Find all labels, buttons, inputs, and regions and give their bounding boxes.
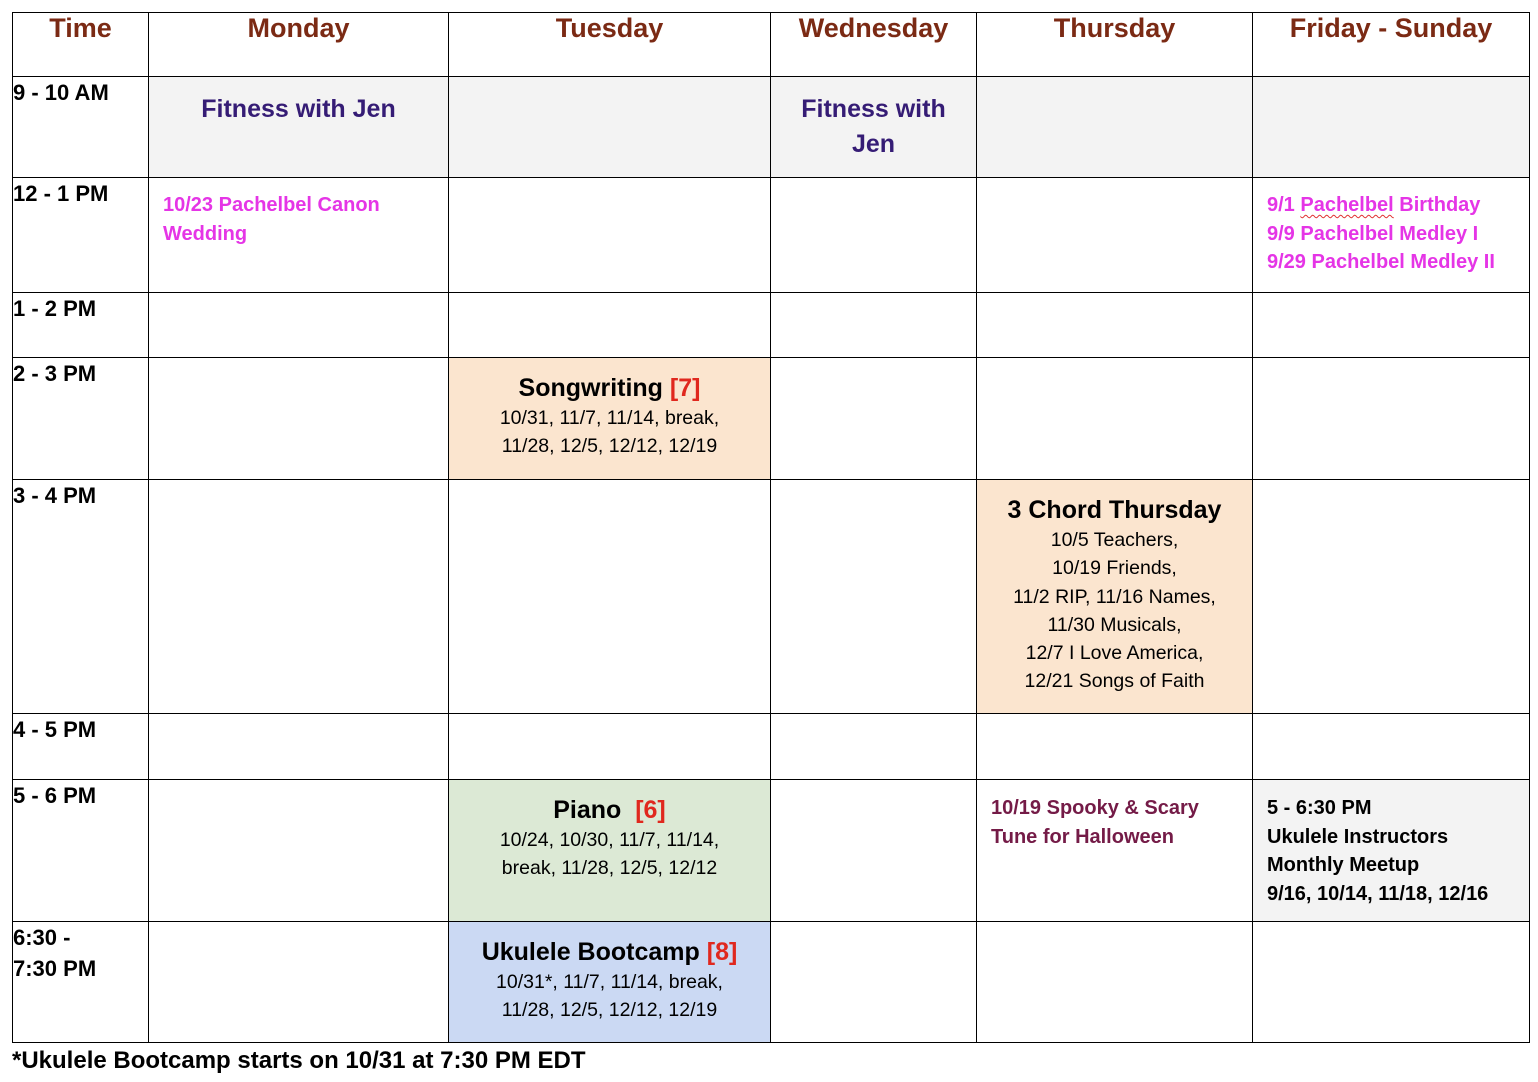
pachelbel-events [1253, 178, 1529, 277]
event-line: Monthly Meetup [1267, 854, 1420, 876]
pachelbel-wedding-event [149, 178, 448, 248]
fitness-line: Fitness with [801, 95, 946, 123]
dates-line: 11/30 Musicals, [1047, 613, 1182, 636]
cell-wednesday [771, 922, 977, 1043]
class-title [449, 794, 770, 826]
table-row [13, 293, 1530, 358]
class-name: Songwriting [518, 374, 663, 402]
table-row [13, 480, 1530, 714]
cell-thursday [977, 922, 1253, 1043]
dates-line: 10/5 Teachers, [1050, 529, 1179, 551]
event-line: 9/16, 10/14, 11/18, 12/16 [1267, 882, 1489, 905]
event-line: 9/29 Pachelbel Medley II [1267, 251, 1495, 273]
cell-thursday [977, 178, 1253, 293]
table-row [13, 77, 1530, 178]
class-name: Ukulele Bootcamp [481, 938, 700, 966]
footnote: *Ukulele Bootcamp starts on 10/31 at 7:30 PM EDT [12, 1047, 586, 1074]
cell-monday [149, 480, 449, 714]
time-line: 7:30 PM [13, 956, 97, 981]
dates-line: 10/31*, 11/7, 11/14, break, [496, 971, 723, 993]
dates-line: 12/7 I Love America, [1025, 642, 1204, 665]
header-monday: Monday [149, 13, 449, 77]
time-cell: 5 - 6 PM [13, 780, 149, 922]
dates-line: 10/31, 11/7, 11/14, break, [499, 407, 720, 429]
spellcheck-word: Pachelbel [1300, 194, 1394, 216]
cell-wednesday [771, 714, 977, 780]
header-friday-sunday: Friday - Sunday [1253, 13, 1530, 77]
class-dates [449, 404, 770, 461]
event-text: Birthday [1393, 194, 1481, 216]
dates-line: 11/28, 12/5, 12/12, 12/19 [501, 999, 718, 1022]
schedule-table [12, 12, 1530, 1043]
instructors-meetup-event [1253, 780, 1529, 908]
event-line: 5 - 6:30 PM [1267, 797, 1372, 819]
piano-class [449, 780, 771, 922]
cell-tuesday [449, 293, 771, 358]
class-dates [977, 526, 1252, 696]
cell-thursday [977, 293, 1253, 358]
cell-tuesday [449, 77, 771, 178]
ukulele-bootcamp-class [449, 922, 771, 1043]
header-tuesday: Tuesday [449, 13, 771, 77]
header-thursday: Thursday [977, 13, 1253, 77]
event-line [1267, 194, 1480, 216]
cell-friday-sunday [1253, 714, 1530, 780]
cell-friday-sunday [1253, 480, 1530, 714]
header-time: Time [13, 13, 149, 77]
time-cell: 1 - 2 PM [13, 293, 149, 358]
cell-thursday [977, 77, 1253, 178]
cell-monday [149, 358, 449, 480]
cell-monday [149, 178, 449, 293]
three-chord-thursday-class [977, 480, 1253, 714]
cell-wednesday [771, 178, 977, 293]
event-line: 9/9 Pachelbel Medley I [1267, 222, 1479, 245]
event-line: Wedding [163, 222, 248, 245]
table-row [13, 922, 1530, 1043]
class-dates [449, 826, 770, 883]
cell-tuesday [449, 714, 771, 780]
time-line: 6:30 - [13, 925, 71, 950]
event-date: 9/1 [1267, 194, 1301, 216]
cell-wednesday [771, 358, 977, 480]
cell-friday-sunday [1253, 77, 1530, 178]
fitness-line: Jen [851, 130, 896, 158]
cell-thursday [977, 780, 1253, 922]
cell-thursday [977, 358, 1253, 480]
fitness-event [771, 77, 976, 162]
time-cell: 4 - 5 PM [13, 714, 149, 780]
cell-thursday [977, 714, 1253, 780]
dates-line: 11/2 RIP, 11/16 Names, [1013, 585, 1216, 608]
time-cell: 9 - 10 AM [13, 77, 149, 178]
table-row [13, 358, 1530, 480]
class-title [449, 372, 770, 404]
cell-monday [149, 922, 449, 1043]
cell-monday [149, 714, 449, 780]
class-title: 3 Chord Thursday [1007, 496, 1222, 524]
event-line: 10/23 Pachelbel Canon [163, 194, 380, 216]
halloween-event [977, 780, 1252, 851]
table-row [13, 714, 1530, 780]
cell-wednesday [771, 293, 977, 358]
table-row [13, 178, 1530, 293]
cell-wednesday [771, 77, 977, 178]
dates-line: 11/28, 12/5, 12/12, 12/19 [501, 435, 718, 458]
cell-monday [149, 780, 449, 922]
fitness-event: Fitness with Jen [201, 95, 396, 123]
dates-line: break, 11/28, 12/5, 12/12 [501, 857, 718, 880]
dates-line: 10/24, 10/30, 11/7, 11/14, [499, 829, 720, 851]
dates-line: 12/21 Songs of Faith [1024, 670, 1205, 693]
cell-tuesday [449, 480, 771, 714]
cell-monday [149, 77, 449, 178]
class-count: [7] [669, 374, 701, 402]
class-count: [6] [635, 796, 666, 824]
event-line: 10/19 Spooky & Scary [991, 797, 1199, 819]
header-row [13, 13, 1530, 77]
class-name: Piano [553, 796, 622, 824]
time-cell [13, 922, 149, 1043]
time-cell: 12 - 1 PM [13, 178, 149, 293]
cell-friday-sunday [1253, 780, 1530, 922]
time-cell: 3 - 4 PM [13, 480, 149, 714]
cell-wednesday [771, 780, 977, 922]
time-cell: 2 - 3 PM [13, 358, 149, 480]
event-line: Tune for Halloween [991, 825, 1174, 848]
cell-wednesday [771, 480, 977, 714]
table-row [13, 780, 1530, 922]
header-wednesday: Wednesday [771, 13, 977, 77]
cell-friday-sunday [1253, 922, 1530, 1043]
class-title [449, 936, 770, 968]
cell-friday-sunday [1253, 178, 1530, 293]
dates-line: 10/19 Friends, [1052, 557, 1177, 580]
cell-tuesday [449, 178, 771, 293]
cell-friday-sunday [1253, 293, 1530, 358]
class-count: [8] [706, 938, 738, 966]
songwriting-class [449, 358, 771, 480]
event-line: Ukulele Instructors [1267, 825, 1449, 848]
cell-monday [149, 293, 449, 358]
class-dates [449, 968, 770, 1025]
cell-friday-sunday [1253, 358, 1530, 480]
